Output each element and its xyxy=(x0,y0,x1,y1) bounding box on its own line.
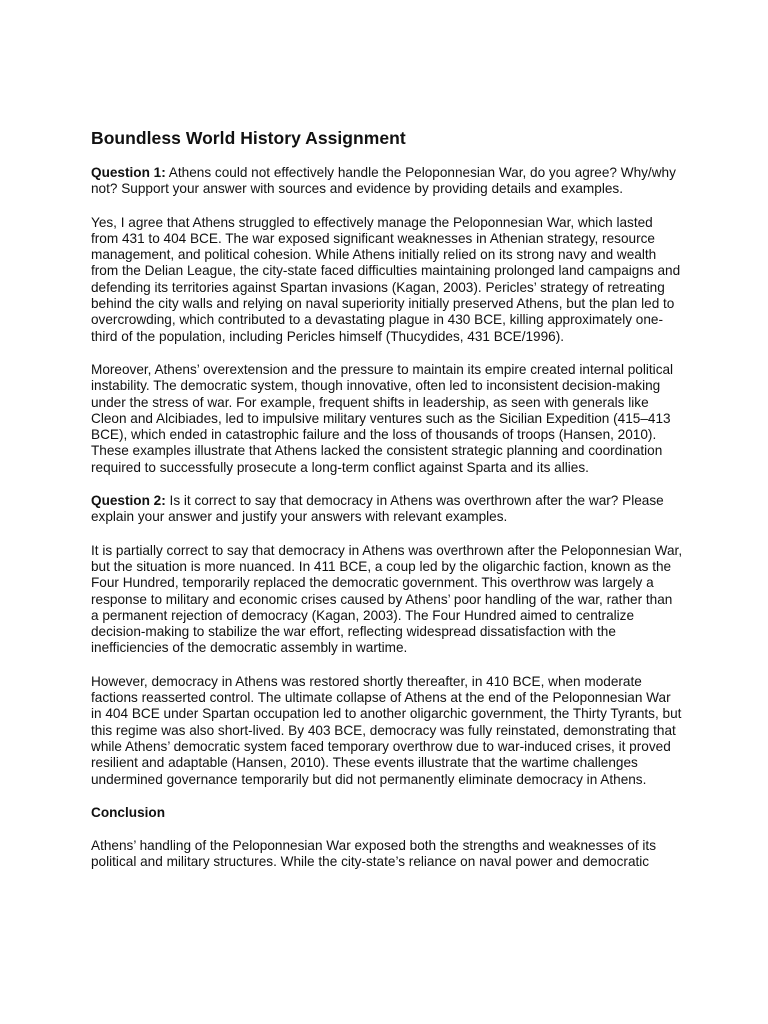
question-2-text: Is it correct to say that democracy in Athens was overthrown after the war? Please explain your answer and justify your answers with relevant examples. xyxy=(91,493,664,525)
question-2-label: Question 2: xyxy=(91,493,166,509)
question-2-answer-paragraph-2: However, democracy in Athens was restored shortly thereafter, in 410 BCE, when moderate factions reasserted control. The ultimate collapse of Athens at the end of the Peloponnesian War in 404 BCE under Spartan occupation led to another oligarchic government, the Thirty Tyrants, but this regime was also short-lived. By 403 BCE, democracy was fully reinstated, demonstrating that while Athens’ democratic system faced temporary overthrow due to war-induced crises, it proved resilient and adaptable (Hansen, 2010). These events illustrate that the wartime challenges undermined governance temporarily but did not permanently eliminate democracy in Athens. xyxy=(91,673,682,787)
question-1-text: Athens could not effectively handle the Peloponnesian War, do you agree? Why/why not? Support your answer with sources and evidence by providing details and examples. xyxy=(91,165,676,197)
question-1-answer-paragraph-1: Yes, I agree that Athens struggled to effectively manage the Peloponnesian War, which lasted from 431 to 404 BCE. The war exposed significant weaknesses in Athenian strategy, resource management, and political cohesion. While Athens initially relied on its strong navy and wealth from the Delian League, the city-state faced difficulties maintaining prolonged land campaigns and defending its territories against Spartan invasions (Kagan, 2003). Pericles’ strategy of retreating behind the city walls and relying on naval superiority initially preserved Athens, but the plan led to overcrowding, which contributed to a devastating plague in 430 BCE, killing approximately one-third of the population, including Pericles himself (Thucydides, 431 BCE/1996). xyxy=(91,214,681,344)
question-1-answer-paragraph-2: Moreover, Athens’ overextension and the pressure to maintain its empire created internal political instability. The democratic system, though innovative, often led to inconsistent decision-making under the stress of war. For example, frequent shifts in leadership, as seen with generals like Cleon and Alcibiades, led to impulsive military ventures such as the Sicilian Expedition (415–413 BCE), which ended in catastrophic failure and the loss of thousands of troops (Hansen, 2010). These examples illustrate that Athens lacked the consistent strategic planning and coordination required to successfully prosecute a long-term conflict against Sparta and its allies. xyxy=(91,361,674,475)
conclusion-paragraph: Athens’ handling of the Peloponnesian War exposed both the strengths and weaknesses of its political and military structures. While the city-state’s reliance on naval power and democratic xyxy=(91,838,657,870)
question-2 xyxy=(91,493,683,526)
document-page xyxy=(91,126,683,888)
conclusion-heading: Conclusion xyxy=(91,804,166,820)
question-2-answer-paragraph-1: It is partially correct to say that democracy in Athens was overthrown after the Peloponnesian War, but the situation is more nuanced. In 411 BCE, a coup led by the oligarchic faction, known as the Four Hundred, temporarily replaced the democratic government. This overthrow was largely a response to military and economic crises caused by Athens’ poor handling of the war, rather than a permanent rejection of democracy (Kagan, 2003). The Four Hundred aimed to centralize decision-making to stabilize the war effort, reflecting widespread dissatisfaction with the inefficiencies of the democratic assembly in wartime. xyxy=(91,542,683,656)
document-title: Boundless World History Assignment xyxy=(91,128,406,148)
question-1-label: Question 1: xyxy=(91,165,166,180)
question-1 xyxy=(91,165,683,198)
